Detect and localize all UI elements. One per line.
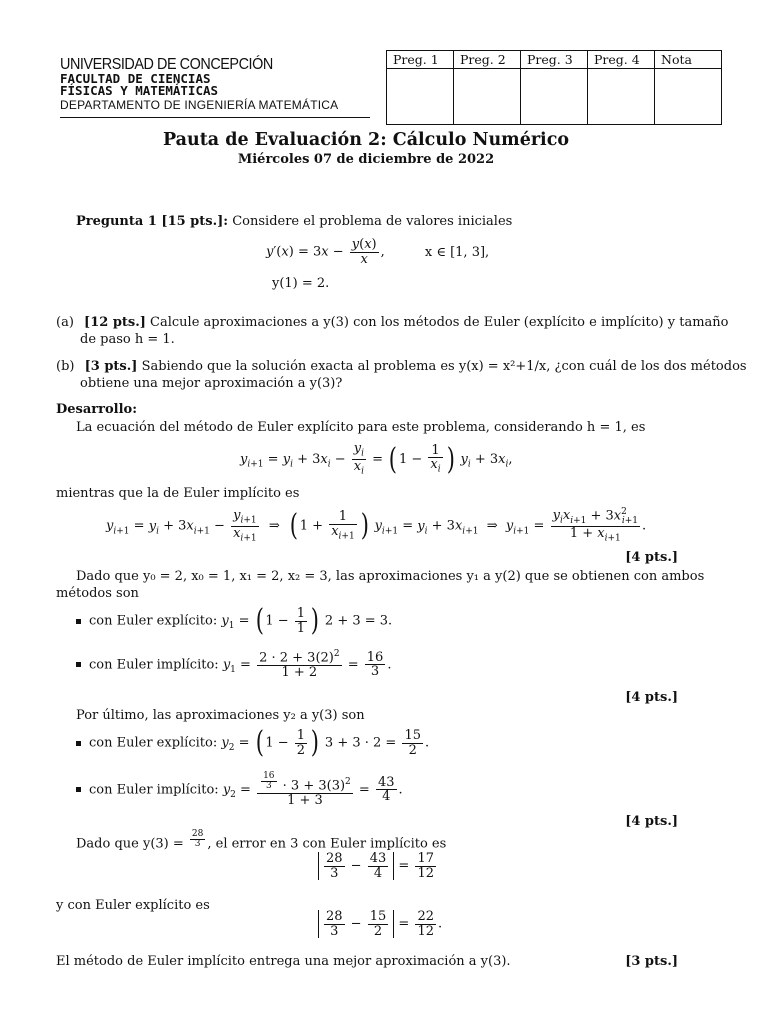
question-label: Pregunta 1 [15 pts.]: bbox=[76, 214, 229, 229]
bullet-icon bbox=[76, 662, 81, 667]
part-a-text: Calcule aproximaciones a y(3) con los métodos de Euler (explícito e implícito) y tamaño bbox=[150, 315, 729, 330]
explicit-euler-formula: $y_{i+1} = y_i + 3x_i$ − $\frac{y_i}{x_i}$ = ( 1 − $\frac{1}{x_i}$ ) $y_i + 3x_i$, bbox=[240, 441, 513, 477]
implicit-error: $\frac{28}{3}$ − $\frac{43}{4}$ = $\frac{17}{12}$ bbox=[318, 852, 438, 880]
solution-p3-2: métodos son bbox=[56, 586, 139, 601]
fraction: $\frac{16}{3}$ bbox=[366, 649, 384, 680]
fraction: $\frac{16}{3}$ bbox=[263, 771, 275, 792]
implicit-euler-formula: $y_{i+1} = y_i + 3x_{i+1}$ − $\frac{y_{i+1}}{x_{i+1}}$ ⇒ ( 1 + $\frac{1}{x_{i+1}}$ ) $y_{i+1} = y_i + 3x_{i+1}$ ⇒ $y_{i+1}$ = $\frac{y_ix_{i+1} + 3x^2_{i+1}}{1 + x_{i+1}}$ . bbox=[106, 507, 647, 544]
explicit-label: con Euler explícito: bbox=[89, 613, 218, 629]
ode-domain: x ∈ [1, 3], bbox=[424, 244, 490, 260]
question-intro-text: Considere el problema de valores iniciales bbox=[232, 214, 513, 229]
explicit-y2: con Euler explícito: $y_2$ = ( 1 − $\frac{1}{2}$ ) 3 + 3 · 2 = $\frac{15}{2}$ . bbox=[76, 728, 429, 758]
part-a-points: [12 pts.] bbox=[84, 315, 146, 330]
bullet-icon bbox=[76, 741, 81, 746]
university-name: UNIVERSIDAD DE CONCEPCIÓN bbox=[60, 56, 273, 73]
grade-header-preg2: Preg. 2 bbox=[454, 51, 521, 69]
part-a bbox=[56, 315, 728, 330]
grades-table bbox=[386, 50, 722, 125]
fraction: $\frac{1}{x_{i+1}}$ bbox=[331, 509, 355, 542]
grade-header-preg4: Preg. 4 bbox=[588, 51, 655, 69]
p5-pre: Dado que y(3) = bbox=[76, 836, 184, 852]
faculty-line-2: FÍSICAS Y MATEMÁTICAS bbox=[60, 83, 219, 98]
fraction: $\frac{1}{2}$ bbox=[296, 727, 306, 758]
p5-post: , el error en 3 con Euler implícito es bbox=[207, 836, 447, 852]
solution-heading: Desarrollo: bbox=[56, 402, 138, 417]
fraction: $\frac{17}{12}$ bbox=[417, 851, 434, 881]
fraction: $\frac{y(x)}{x}$ bbox=[351, 237, 377, 267]
part-b-text: Sabiendo que la solución exacta al problema es y(x) = x²+1/x, ¿con cuál de los dos métodos bbox=[141, 359, 747, 374]
part-b-points: [3 pts.] bbox=[84, 359, 138, 374]
fraction: $\frac{43}{4}$ bbox=[377, 774, 395, 805]
fraction: $\frac{28}{3}$ bbox=[191, 829, 204, 850]
grade-cell-preg4 bbox=[588, 69, 655, 125]
implicit-label: con Euler implícito: bbox=[89, 657, 219, 673]
explicit-y1: con Euler explícito: $y_1$ = ( 1 − $\frac{1}{1}$ ) 2 + 3 = 3. bbox=[76, 606, 392, 636]
header-rule bbox=[60, 117, 370, 118]
page-title: Pauta de Evaluación 2: Cálculo Numérico bbox=[162, 130, 570, 150]
part-b-text-2: obtiene una mejor aproximación a y(3)? bbox=[80, 376, 343, 391]
points-marker: [4 pts.] bbox=[625, 814, 678, 829]
grade-header-preg3: Preg. 3 bbox=[521, 51, 588, 69]
grade-cell-preg2 bbox=[454, 69, 521, 125]
solution-p6: y con Euler explícito es bbox=[56, 898, 210, 913]
department-name: DEPARTAMENTO DE INGENIERÍA MATEMÁTICA bbox=[60, 98, 339, 112]
implicit-label: con Euler implícito: bbox=[89, 782, 219, 798]
bullet-icon bbox=[76, 619, 81, 624]
implicit-y2: con Euler implícito: $y_2$ = $\frac{16}{3}$ · $3 + 3(3)^2$ 1 + 3 = $\frac{43}{4}$ . bbox=[76, 772, 403, 808]
explicit-error: $\frac{28}{3}$ − $\frac{15}{2}$ = $\frac{22}{12}$ . bbox=[318, 910, 442, 938]
grade-cell-preg3 bbox=[521, 69, 588, 125]
points-marker: [3 pts.] bbox=[625, 954, 678, 969]
grade-header-preg1: Preg. 1 bbox=[387, 51, 454, 69]
fraction: $\frac{16}{3}$ · $3 + 3(3)^2$ 1 + 3 bbox=[257, 772, 353, 808]
solution-p5 bbox=[76, 830, 446, 851]
points-marker: [4 pts.] bbox=[625, 550, 678, 565]
solution-p4: Por último, las aproximaciones y₂ a y(3) son bbox=[76, 708, 365, 723]
fraction: $\frac{22}{12}$ bbox=[417, 909, 434, 939]
implicit-y1: con Euler implícito: $y_1$ = $\frac{2 \cdot 2 + 3(2)^2}{1 + 2}$ = $\frac{16}{3}$ . bbox=[76, 650, 391, 680]
fraction: $\frac{y_ix_{i+1} + 3x^2_{i+1}}{1 + x_{i+1}}$ bbox=[552, 507, 639, 544]
question-intro bbox=[76, 214, 512, 229]
grade-cell-preg1 bbox=[387, 69, 454, 125]
fraction: $\frac{y_{i+1}}{x_{i+1}}$ bbox=[233, 507, 257, 544]
initial-condition: y(1) = 2. bbox=[272, 276, 330, 291]
fraction: $\frac{28}{3}$ bbox=[326, 909, 343, 939]
solution-p1: La ecuación del método de Euler explícito para este problema, considerando h = 1, es bbox=[76, 420, 646, 435]
fraction: $\frac{15}{2}$ bbox=[369, 909, 387, 939]
explicit-label: con Euler explícito: bbox=[89, 735, 218, 751]
solution-p3: Dado que y₀ = 2, x₀ = 1, x₁ = 2, x₂ = 3, las aproximaciones y₁ a y(2) que se obtienen con ambos bbox=[76, 569, 705, 584]
fraction: $\frac{2 \cdot 2 + 3(2)^2}{1 + 2}$ bbox=[259, 649, 340, 680]
part-a-text-2: de paso h = 1. bbox=[80, 332, 175, 347]
part-a-marker: (a) bbox=[56, 315, 74, 330]
fraction: $\frac{1}{1}$ bbox=[296, 605, 306, 636]
points-marker: [4 pts.] bbox=[625, 690, 678, 705]
fraction: $\frac{15}{2}$ bbox=[404, 727, 421, 758]
fraction: $\frac{43}{4}$ bbox=[369, 851, 387, 881]
exam-date: Miércoles 07 de diciembre de 2022 bbox=[237, 152, 495, 167]
fraction: $\frac{28}{3}$ bbox=[326, 851, 343, 881]
grade-header-nota: Nota bbox=[655, 51, 722, 69]
bullet-icon bbox=[76, 787, 81, 792]
part-b bbox=[56, 359, 747, 374]
fraction: $\frac{y_i}{x_i}$ bbox=[353, 441, 365, 477]
fraction: $\frac{1}{x_i}$ bbox=[430, 442, 441, 475]
faculty-line-1: FACULTAD DE CIENCIAS bbox=[60, 71, 211, 86]
solution-p2: mientras que la de Euler implícito es bbox=[56, 486, 300, 501]
conclusion: El método de Euler implícito entrega una mejor aproximación a y(3). bbox=[56, 954, 511, 969]
grade-cell-nota bbox=[655, 69, 722, 125]
ode-equation: y′(x) = 3x − $\frac{y(x)}{x}$ , x ∈ [1, 3], bbox=[266, 237, 490, 267]
part-b-marker: (b) bbox=[56, 359, 75, 374]
